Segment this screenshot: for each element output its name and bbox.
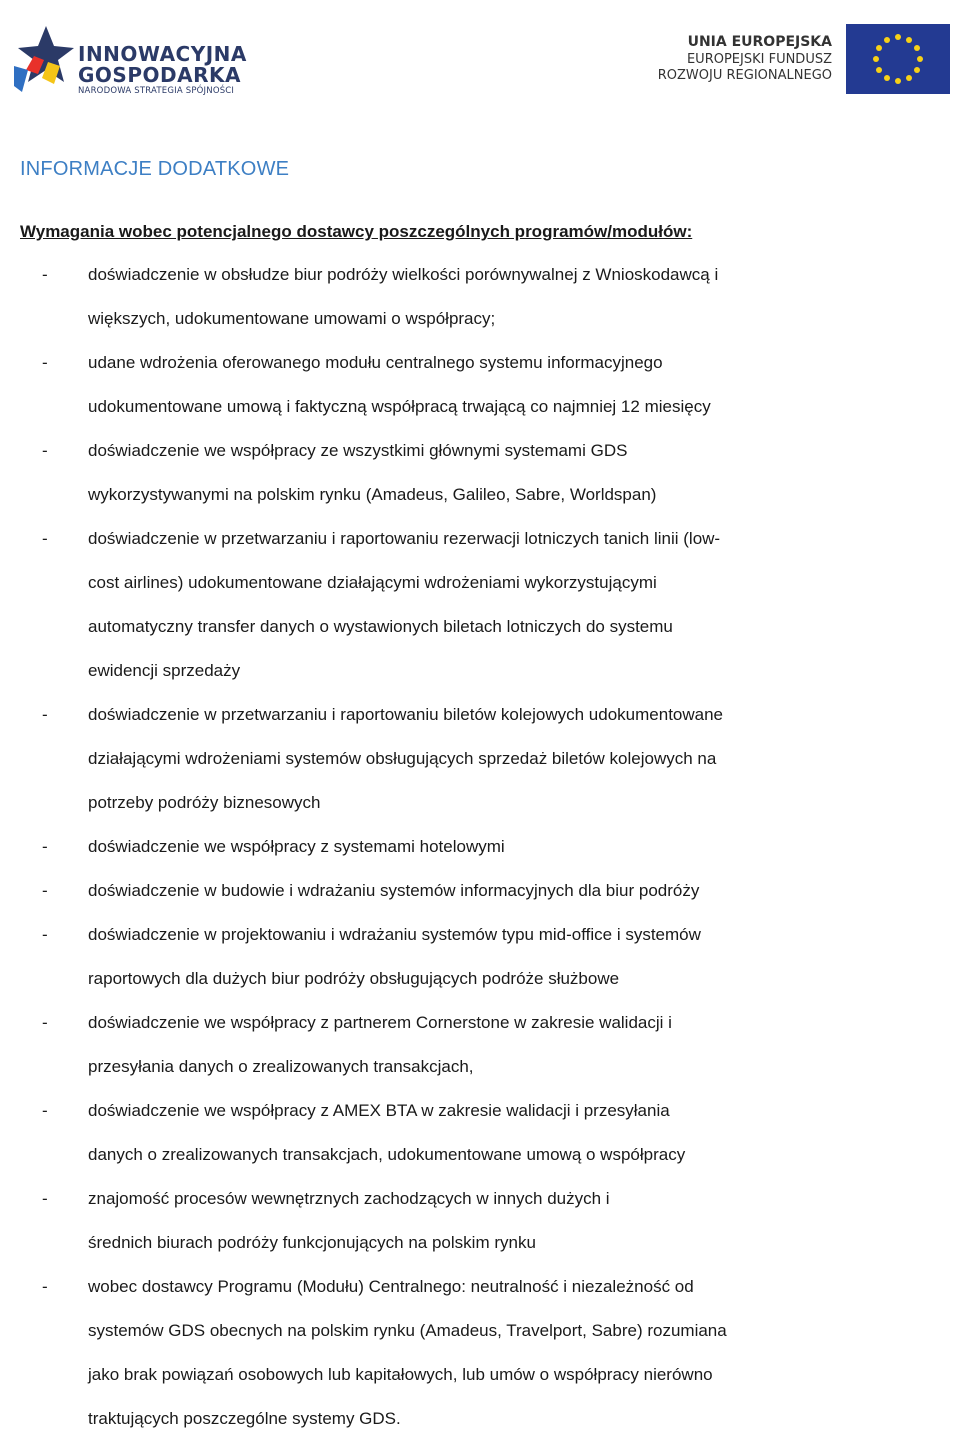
bullet-dash: -	[42, 1101, 48, 1120]
list-item-line: działającymi wdrożeniami systemów obsługujących sprzedaż biletów kolejowych na	[88, 749, 717, 768]
list-item-line: doświadczenie w projektowaniu i wdrażaniu systemów typu mid-office i systemów	[88, 925, 701, 944]
list-item-line: wobec dostawcy Programu (Modułu) Centralnego: neutralność i niezależność od	[88, 1277, 694, 1296]
logo-left-line2: GOSPODARKA	[78, 63, 241, 87]
list-item-line: traktujących poszczególne systemy GDS.	[88, 1409, 401, 1428]
bullet-dash: -	[42, 265, 48, 284]
bullet-dash: -	[42, 1277, 48, 1296]
list-item-line: automatyczny transfer danych o wystawionych biletach lotniczych do systemu	[88, 617, 673, 636]
list-item-line: doświadczenie w budowie i wdrażaniu systemów informacyjnych dla biur podróży	[88, 881, 700, 900]
list-item-line: cost airlines) udokumentowane działającymi wdrożeniami wykorzystującymi	[88, 573, 657, 592]
bullet-dash: -	[42, 353, 48, 372]
bullet-dash: -	[42, 925, 48, 944]
document-heading: INFORMACJE DODATKOWE	[20, 158, 290, 180]
logo-right-line1: UNIA EUROPEJSKA	[687, 34, 832, 50]
list-item-line: większych, udokumentowane umowami o współpracy;	[88, 309, 496, 328]
bullet-dash: -	[42, 837, 48, 856]
list-item-line: doświadczenie we współpracy z partnerem Cornerstone w zakresie walidacji i	[88, 1013, 672, 1032]
bullet-dash: -	[42, 529, 48, 548]
bullet-dash: -	[42, 1013, 48, 1032]
list-item-line: ewidencji sprzedaży	[88, 661, 241, 680]
bullet-dash: -	[42, 441, 48, 460]
list-item-line: doświadczenie we współpracy z AMEX BTA w zakresie walidacji i przesyłania	[88, 1101, 670, 1120]
list-item-line: jako brak powiązań osobowych lub kapitałowych, lub umów o współpracy nierówno	[88, 1365, 713, 1384]
bullet-dash: -	[42, 881, 48, 900]
list-item-line: doświadczenie we współpracy ze wszystkimi głównymi systemami GDS	[88, 441, 628, 460]
list-item-line: raportowych dla dużych biur podróży obsługujących podróże służbowe	[88, 969, 620, 988]
list-item-line: danych o zrealizowanych transakcjach, udokumentowane umową o współpracy	[88, 1145, 686, 1164]
list-item-line: potrzeby podróży biznesowych	[88, 793, 321, 812]
list-item-line: udane wdrożenia oferowanego modułu centralnego systemu informacyjnego	[88, 353, 663, 372]
bullet-dash: -	[42, 705, 48, 724]
list-item-line: znajomość procesów wewnętrznych zachodzących w innych dużych i	[88, 1189, 610, 1208]
list-item-line: doświadczenie we współpracy z systemami hotelowymi	[88, 837, 505, 856]
logo-left-line1: INNOWACYJNA	[78, 42, 247, 66]
list-item-line: doświadczenie w przetwarzaniu i raportowaniu rezerwacji lotniczych tanich linii (low-	[88, 529, 721, 548]
list-item-line: systemów GDS obecnych na polskim rynku (Amadeus, Travelport, Sabre) rozumiana	[88, 1321, 727, 1340]
logo-left-line3: NARODOWA STRATEGIA SPÓJNOŚCI	[78, 86, 235, 96]
bullet-dash: -	[42, 1189, 48, 1208]
section-title: Wymagania wobec potencjalnego dostawcy poszczególnych programów/modułów:	[20, 222, 693, 241]
logo-right-line3: ROZWOJU REGIONALNEGO	[657, 68, 832, 83]
list-item-line: doświadczenie w obsłudze biur podróży wielkości porównywalnej z Wnioskodawcą i	[88, 265, 719, 284]
logo-right-line2: EUROPEJSKI FUNDUSZ	[686, 52, 832, 67]
list-item-line: wykorzystywanymi na polskim rynku (Amadeus, Galileo, Sabre, Worldspan)	[88, 485, 657, 504]
list-item-line: przesyłania danych o zrealizowanych transakcjach,	[88, 1057, 474, 1076]
list-item-line: doświadczenie w przetwarzaniu i raportowaniu biletów kolejowych udokumentowane	[88, 705, 724, 724]
list-item-line: średnich biurach podróży funkcjonujących na polskim rynku	[88, 1233, 536, 1252]
list-item-line: udokumentowane umową i faktyczną współpracą trwającą co najmniej 12 miesięcy	[88, 397, 711, 416]
